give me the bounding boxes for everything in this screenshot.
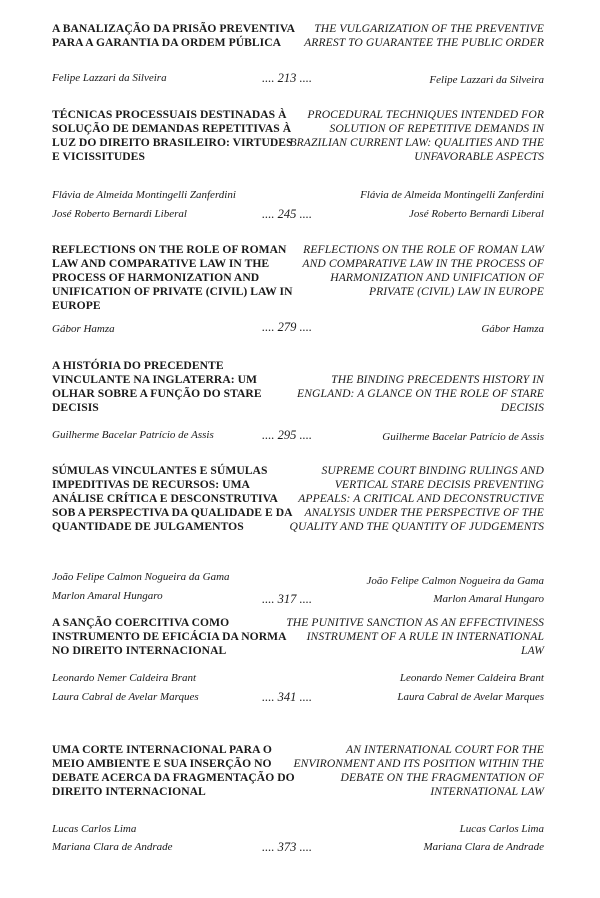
author-en: José Roberto Bernardi Liberal — [409, 208, 544, 220]
author-en: Marlon Amaral Hungaro — [433, 593, 544, 605]
en-title: PROCEDURAL TECHNIQUES INTENDED FOR SOLUTION OF REPETITIVE DEMANDS IN BRAZILIAN CURRENT LAW: QUALITIES AND THE UNFAVORABLE ASPECTS — [289, 108, 544, 163]
en-title: AN INTERNATIONAL COURT FOR THE ENVIRONMENT AND ITS POSITION WITHIN THE DEBATE ON THE FRAGMENTATION OF INTERNATIONAL LAW — [293, 743, 544, 798]
pt-title: UMA CORTE INTERNACIONAL PARA O MEIO AMBIENTE E SUA INSERÇÃO NO DEBATE ACERCA DA FRAGMENTAÇÃO DO DIREITO INTERNACIONAL — [52, 743, 295, 798]
author-en: Gábor Hamza — [481, 323, 544, 335]
author-pt: Flávia de Almeida Montingelli Zanferdini — [52, 189, 236, 201]
page-number[interactable]: .... 317 .... — [262, 592, 312, 606]
en-title: REFLECTIONS ON THE ROLE OF ROMAN LAW AND COMPARATIVE LAW IN THE PROCESS OF HARMONIZATION AND UNIFICATION OF PRIVATE (CIVIL) LAW IN EUROPE — [302, 243, 544, 298]
pt-title: A HISTÓRIA DO PRECEDENTE VINCULANTE NA INGLATERRA: UM OLHAR SOBRE A FUNÇÃO DO STARE DECISIS — [52, 359, 262, 414]
author-pt: Guilherme Bacelar Patrício de Assis — [52, 429, 214, 441]
page-number[interactable]: .... 295 .... — [262, 428, 312, 442]
author-en: João Felipe Calmon Nogueira da Gama — [366, 575, 544, 587]
pt-title: A SANÇÃO COERCITIVA COMO INSTRUMENTO DE EFICÁCIA DA NORMA NO DIREITO INTERNACIONAL — [52, 616, 286, 657]
author-pt: Laura Cabral de Avelar Marques — [52, 691, 199, 703]
pt-title: A BANALIZAÇÃO DA PRISÃO PREVENTIVA PARA A GARANTIA DA ORDEM PÚBLICA — [52, 22, 295, 49]
en-title: THE VULGARIZATION OF THE PREVENTIVE ARREST TO GUARANTEE THE PUBLIC ORDER — [304, 22, 544, 49]
page-number[interactable]: .... 213 .... — [262, 71, 312, 85]
author-en: Laura Cabral de Avelar Marques — [397, 691, 544, 703]
pt-title: SÚMULAS VINCULANTES E SÚMULAS IMPEDITIVAS DE RECURSOS: UMA ANÁLISE CRÍTICA E DESCONSTRUTIVA SOB A PERSPECTIVA DA QUALIDADE E DA QUANTIDADE DE JULGAMENTOS — [52, 464, 292, 533]
author-pt: Felipe Lazzari da Silveira — [52, 72, 167, 84]
author-pt: Leonardo Nemer Caldeira Brant — [52, 672, 197, 684]
author-en: Mariana Clara de Andrade — [423, 841, 544, 853]
author-en: Felipe Lazzari da Silveira — [429, 74, 544, 86]
page-number[interactable]: .... 341 .... — [262, 690, 312, 704]
author-pt: Mariana Clara de Andrade — [52, 841, 173, 853]
author-pt: João Felipe Calmon Nogueira da Gama — [52, 571, 230, 583]
author-en: Leonardo Nemer Caldeira Brant — [399, 672, 544, 684]
author-pt: Gábor Hamza — [52, 323, 115, 335]
pt-title: TÉCNICAS PROCESSUAIS DESTINADAS À SOLUÇÃO DE DEMANDAS REPETITIVAS À LUZ DO DIREITO BRASILEIRO: VIRTUDES E VICISSITUDES — [52, 108, 293, 163]
author-pt: José Roberto Bernardi Liberal — [52, 208, 187, 220]
author-en: Lucas Carlos Lima — [459, 823, 544, 835]
author-pt: Lucas Carlos Lima — [52, 823, 137, 835]
en-title: THE BINDING PRECEDENTS HISTORY IN ENGLAND: A GLANCE ON THE ROLE OF STARE DECISIS — [297, 373, 544, 414]
en-title: SUPREME COURT BINDING RULINGS AND VERTICAL STARE DECISIS PREVENTING APPEALS: A CRITICAL AND DECONSTRUCTIVE ANALYSIS UNDER THE PERSPECTIVE OF THE QUALITY AND THE QUANTITY OF JUDGEMENTS — [289, 464, 544, 533]
page-number[interactable]: .... 279 .... — [262, 320, 312, 334]
pt-title: REFLECTIONS ON THE ROLE OF ROMAN LAW AND COMPARATIVE LAW IN THE PROCESS OF HARMONIZATION AND UNIFICATION OF PRIVATE (CIVIL) LAW IN EUROPE — [52, 243, 293, 312]
author-pt: Marlon Amaral Hungaro — [52, 590, 163, 602]
en-title: THE PUNITIVE SANCTION AS AN EFFECTIVINESS INSTRUMENT OF A RULE IN INTERNATIONAL LAW — [286, 616, 544, 657]
page-number[interactable]: .... 373 .... — [262, 840, 312, 854]
author-en: Flávia de Almeida Montingelli Zanferdini — [360, 189, 544, 201]
author-en: Guilherme Bacelar Patrício de Assis — [382, 431, 544, 443]
page-number[interactable]: .... 245 .... — [262, 207, 312, 221]
